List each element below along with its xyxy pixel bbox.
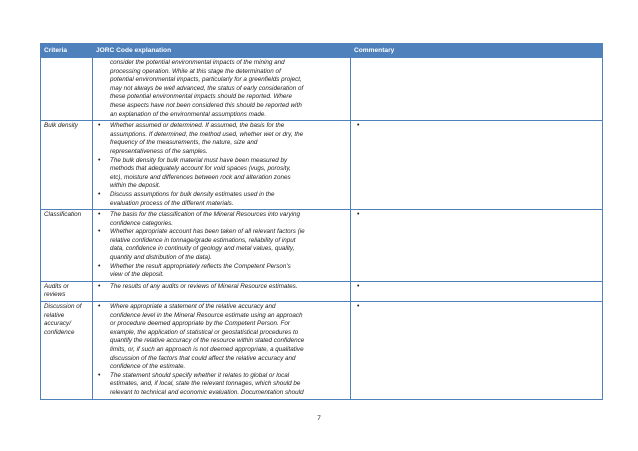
header-criteria: Criteria xyxy=(41,44,93,58)
bullet-line: quantity and distribution of the data). xyxy=(110,254,212,262)
bullet-line: relevant to technical and economic evaluation. Documentation should xyxy=(110,388,304,396)
continuation-text xyxy=(96,59,347,119)
bullet-line: limits, or, if such an approach is not deemed appropriate, a qualitative xyxy=(110,346,304,353)
explanation-bullet xyxy=(96,211,347,228)
bullet-line: relative confidence in tonnage/grade estimations, reliability of input xyxy=(110,236,296,244)
bullet-line: representativeness of the samples. xyxy=(110,147,208,155)
commentary-bullet: • xyxy=(357,282,360,290)
bullet-line: example, the application of statistical or geostatistical procedures to xyxy=(110,328,299,336)
bullet-line: etc), moisture and differences between rock and alteration zones xyxy=(110,173,291,181)
bullet-line: frequency of the measurements, the nature, size and xyxy=(110,139,258,147)
explanation-bullet xyxy=(96,263,347,280)
table-row xyxy=(41,302,603,400)
explanation-cell xyxy=(93,58,351,121)
bullet-line: confidence level in the Mineral Resource estimate using an approach xyxy=(110,311,303,319)
explanation-bullet-list xyxy=(96,283,347,292)
criteria-cell: Discussion of relative accuracy/ confidence xyxy=(41,302,93,400)
bullet-line: • The statement should specify whether it relates to global or local xyxy=(110,371,290,379)
bullet-line: • The bulk density for bulk material must have been measured by xyxy=(110,156,288,164)
explanation-bullet xyxy=(96,372,347,398)
continuation-line: processing operation. While at this stage the determination of xyxy=(110,67,281,75)
table-row xyxy=(41,121,603,210)
explanation-bullet-list xyxy=(96,211,347,280)
commentary-cell xyxy=(351,121,603,210)
explanation-bullet xyxy=(96,228,347,262)
continuation-line: consider the potential environmental impacts of the mining and xyxy=(110,59,285,66)
commentary-cell xyxy=(351,281,603,301)
bullet-line: within the deposit. xyxy=(110,182,161,190)
page-number: 7 xyxy=(317,415,321,422)
bullet-line: or procedure deemed appropriate by the Competent Person. For xyxy=(110,320,290,328)
explanation-cell xyxy=(93,302,351,400)
header-jorc-explanation: JORC Code explanation xyxy=(93,44,351,58)
bullet-line: • Where appropriate a statement of the relative accuracy and xyxy=(110,303,276,311)
continuation-line: an explanation of the environmental assumptions made. xyxy=(110,110,267,118)
header-commentary: Commentary xyxy=(351,44,603,58)
bullet-line: quantify the relative accuracy of the resource within stated confidence xyxy=(110,337,305,345)
table-body xyxy=(41,58,603,400)
bullet-line: confidence of the estimate. xyxy=(110,363,186,371)
continuation-line: these potential environmental impacts should be reported. Where xyxy=(110,93,293,101)
explanation-cell xyxy=(93,281,351,301)
bullet-line: • Discuss assumptions for bulk density estimates used in the xyxy=(110,190,275,198)
bullet-line: evaluation process of the different materials. xyxy=(110,199,234,207)
table-header-row xyxy=(41,44,603,58)
jorc-table xyxy=(40,43,603,400)
bullet-line: discussion of the factors that could affect the relative accuracy and xyxy=(110,354,296,362)
explanation-bullet xyxy=(96,122,347,156)
explanation-cell xyxy=(93,121,351,210)
commentary-cell xyxy=(351,302,603,400)
bullet-line: view of the deposit. xyxy=(110,271,164,279)
explanation-cell xyxy=(93,210,351,282)
criteria-cell: Classification xyxy=(41,210,93,282)
bullet-line: • Whether assumed or determined. If assumed, the basis for the xyxy=(110,122,285,130)
bullet-line: assumptions. If determined, the method used, whether wet or dry, the xyxy=(110,130,304,138)
explanation-bullet xyxy=(96,283,347,292)
table-row xyxy=(41,281,603,301)
bullet-line: confidence categories. xyxy=(110,219,174,227)
continuation-line: these aspects have not been considered this should be reported with xyxy=(110,101,302,109)
explanation-bullet xyxy=(96,303,347,372)
bullet-line: methods that adequately account for void spaces (vugs, porosity, xyxy=(110,165,291,173)
bullet-line: data, confidence in continuity of geology and metal values, quality, xyxy=(110,245,295,253)
bullet-line: • The basis for the classification of the Mineral Resources into varying xyxy=(110,211,301,219)
continuation-line: may not always be well advanced, the status of early consideration of xyxy=(110,84,304,92)
commentary-bullet: • xyxy=(357,303,360,311)
bullet-line: estimates, and, if local, state the relevant tonnages, which should be xyxy=(110,380,301,388)
continuation-line: potential environmental impacts, particularly for a greenfields project, xyxy=(110,76,302,84)
commentary-cell xyxy=(351,58,603,121)
table-row xyxy=(41,210,603,282)
criteria-cell: Audits or reviews xyxy=(41,281,93,301)
bullet-line: • Whether appropriate account has been taken of all relevant factors (ie xyxy=(110,228,305,236)
commentary-bullet: • xyxy=(357,211,360,219)
criteria-cell xyxy=(41,58,93,121)
explanation-bullet xyxy=(96,157,347,191)
bullet-line: • Whether the result appropriately reflects the Competent Person's xyxy=(110,262,291,270)
explanation-bullet-list xyxy=(96,303,347,398)
commentary-bullet: • xyxy=(357,122,360,130)
bullet-line: • The results of any audits or reviews of Mineral Resource estimates. xyxy=(110,282,298,290)
explanation-bullet-list xyxy=(96,122,347,208)
criteria-cell: Bulk density xyxy=(41,121,93,210)
table-row-continuation xyxy=(41,58,603,121)
explanation-bullet xyxy=(96,191,347,208)
commentary-cell xyxy=(351,210,603,282)
